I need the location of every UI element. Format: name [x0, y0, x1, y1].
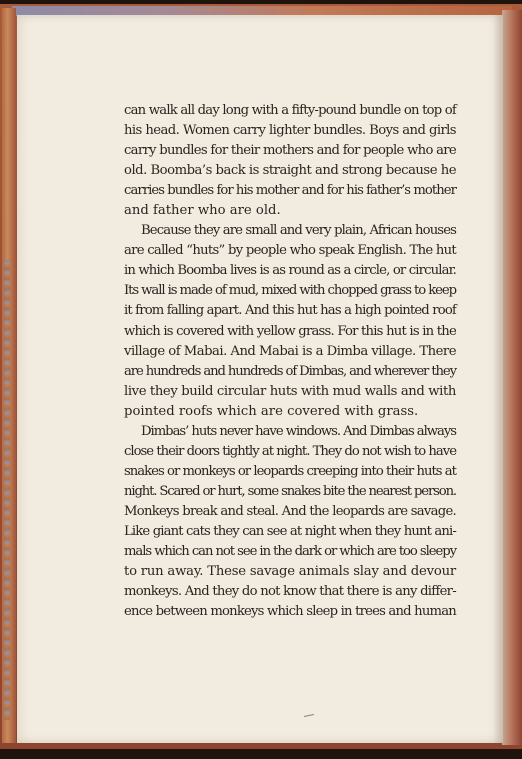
book-page — [17, 15, 503, 743]
text-line: are hundreds and hundreds of Dimbas, and wherever they — [124, 363, 456, 379]
text-line: ence between monkeys which sleep in trees and human — [124, 604, 456, 620]
text-line: his head. Women carry lighter bundles. Boys and girls — [124, 123, 456, 139]
text-line: live they build circular huts with mud walls and with — [124, 383, 456, 399]
text-line: Its wall is made of mud, mixed with chopped grass to keep — [124, 283, 456, 299]
cover-speckled-edge — [4, 260, 10, 720]
text-line: Because they are small and very plain, African houses — [141, 223, 456, 239]
text-line: Monkeys break and steal. And the leopards are savage. — [124, 503, 456, 519]
text-line: old. Boomba’s back is straight and strong because he — [124, 163, 456, 179]
paragraph-continued — [124, 101, 456, 221]
text-line: close their doors tightly at night. They do not wish to have — [124, 443, 456, 459]
text-line: which is covered with yellow grass. For this hut is in the — [124, 323, 456, 339]
text-line: pointed roofs which are covered with grass. — [124, 403, 419, 419]
body-text — [124, 101, 456, 622]
text-line: Dimbas’ huts never have windows. And Dimbas always — [141, 423, 456, 439]
text-line: are called “huts” by people who speak English. The hut — [124, 243, 456, 259]
text-line: village of Mabai. And Mabai is a Dimba village. There — [124, 343, 456, 359]
text-line: Like giant cats they can see at night when they hunt ani- — [124, 523, 456, 539]
stray-mark — [304, 714, 314, 717]
text-line: night. Scared or hurt, some snakes bite the nearest person. — [124, 483, 456, 499]
text-line: to run away. These savage animals slay and devour — [124, 564, 456, 580]
paragraph-windows — [124, 422, 456, 622]
text-line: mals which can not see in the dark or which are too sleepy — [124, 544, 456, 560]
text-line: carry bundles for their mothers and for people who are — [124, 143, 456, 159]
text-line: carries bundles for his mother and for his father’s mother — [124, 183, 456, 199]
text-line: it from falling apart. And this hut has a high pointed roof — [124, 303, 456, 319]
text-line: and father who are old. — [124, 203, 281, 219]
paragraph-huts — [124, 221, 456, 421]
text-line: snakes or monkeys or leopards creeping into their huts at — [124, 463, 456, 479]
text-line: monkeys. And they do not know that there is any differ- — [124, 584, 456, 600]
text-line: can walk all day long with a fifty-pound bundle on top of — [124, 103, 456, 118]
page-gutter-shadow — [493, 15, 503, 743]
text-line: in which Boomba lives is as round as a circle, or circular. — [124, 263, 456, 279]
cover-right-edge — [502, 10, 522, 745]
